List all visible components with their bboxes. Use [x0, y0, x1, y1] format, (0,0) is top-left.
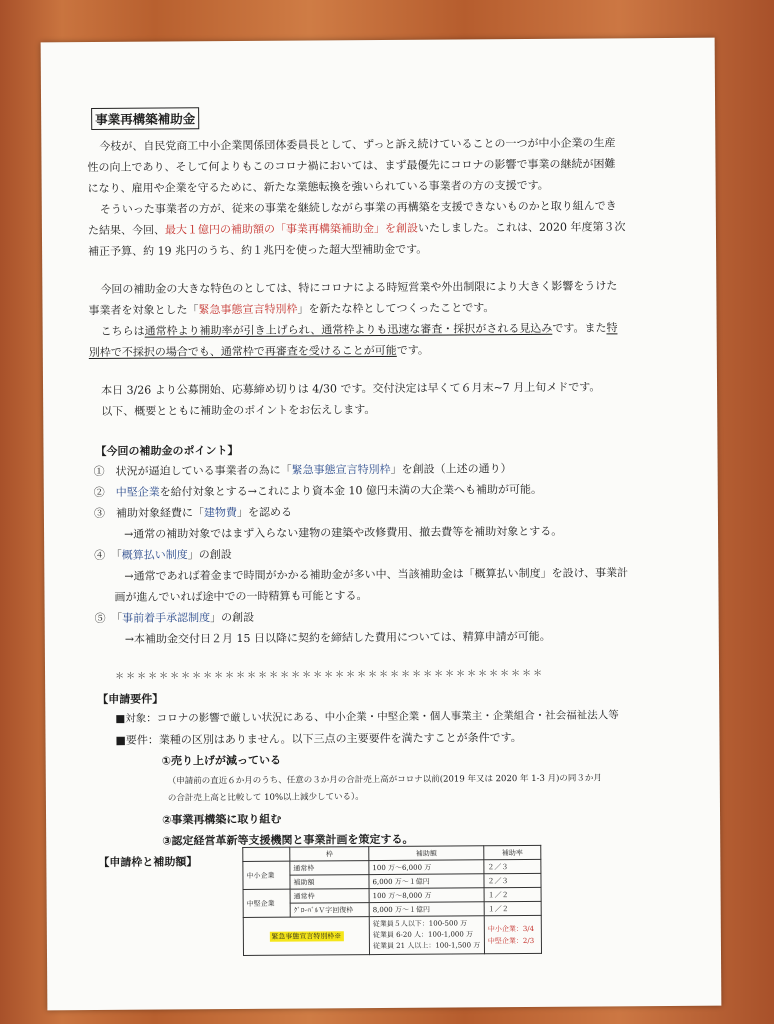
star-separator: ＊＊＊＊＊＊＊＊＊＊＊＊＊＊＊＊＊＊＊＊＊＊＊＊＊＊＊＊＊＊＊＊＊＊＊＊＊＊＊	[115, 668, 545, 682]
header-empty	[243, 847, 290, 861]
requirement-1-note-1: （申請前の直近６か月のうち、任意の３か月の合計売上高がコロナ以前(2019 年又は 2020 年 1-3 月)の同３か月	[167, 773, 602, 787]
intro-line-1: 今枝が、自民党商工中小企業関係団体委員長として、ずっと訴え続けていることの一つが中小企業の生産	[99, 136, 616, 153]
table-cell: １／２	[484, 901, 541, 915]
point-3-keyword: 建物費	[203, 506, 237, 520]
features-line-3-a: こちらは	[100, 324, 145, 338]
point-5-keyword: 事前着手承認制度	[122, 611, 211, 625]
emergency-frame-cell	[243, 917, 369, 956]
intro-line-6: 補正予算、約 19 兆円のうち、約１兆円を使った超大型補助金です。	[88, 242, 428, 259]
document-title: 事業再構築補助金	[91, 107, 199, 130]
table-cell: 100 万～8,000 万	[369, 888, 484, 903]
intro-highlight-max-grant: 最大１億円の補助額の「事業再構築補助金」を創設	[164, 221, 418, 237]
point-3-detail: →通常の補助対象ではまず入らない建物の建築や改修費用、撤去費等を補助対象とする。	[124, 524, 563, 541]
features-line-4	[89, 343, 429, 360]
table-row-emergency	[243, 915, 541, 955]
point-5-c: 」の創設	[210, 610, 255, 625]
intro-line-5-a: た結果、今回、	[87, 223, 165, 238]
rereview-text: 別枠で不採択の場合でも、通常枠で再審査を受けることが可能	[88, 343, 397, 360]
point-2-c: を給付対象とする→これにより資本金 10 億円未満の大企業へも補助が可能。	[159, 482, 543, 499]
mid-label: 中堅企業	[243, 889, 290, 917]
requirement-2: ②事業再構築に取り組む	[162, 812, 282, 827]
table-heading: 【申請枠と補助額】	[98, 855, 198, 869]
header-amount: 補助額	[369, 846, 484, 861]
point-2-keyword: 中堅企業	[115, 485, 160, 499]
features-line-3	[101, 320, 618, 339]
point-5-detail: →本補助金交付日２月 15 日以降に契約を締結した費用については、精算申請が可能。	[124, 629, 551, 646]
emergency-rate-cell	[484, 915, 541, 953]
emergency-frame-label: 緊急事態宣言特別枠※	[269, 931, 343, 942]
features-line-2-c: 」を新たな枠としてつくったことです。	[297, 301, 495, 316]
point-4	[94, 547, 232, 563]
grant-table	[242, 845, 542, 956]
table-cell: 8,000 万～１億円	[369, 902, 484, 917]
requirement-1-note-2: の合計売上高と比較して 10%以上減少している）。	[167, 792, 364, 804]
table-cell: ｸﾞﾛｰﾊﾞﾙＶ字回復枠	[290, 903, 369, 918]
point-1	[94, 461, 512, 479]
emergency-amount-2: 従業員 6-20 人：100-1,000 万	[372, 930, 474, 940]
table-cell: ２／３	[484, 873, 541, 887]
table-cell: 6,000 万～１億円	[369, 874, 484, 889]
features-line-3-d: 特	[606, 321, 618, 335]
point-3	[94, 505, 292, 521]
features-line-2-a: 事業者を対象とした「	[88, 303, 199, 318]
requirements-heading: 【申請要件】	[97, 692, 164, 706]
features-line-2	[88, 300, 494, 318]
features-line-4-b: です。	[396, 343, 429, 357]
intro-line-5-c: いたしました。これは、2020 年度第３次	[417, 220, 626, 235]
emergency-amount-3: 従業員 21 人以上：100-1,500 万	[372, 941, 481, 951]
intro-line-5	[88, 219, 626, 238]
intro-line-4: そういった事業者の方が、従来の事業を継続しながら事業の再構築を支援できないものかと取り組んでき	[99, 199, 617, 216]
point-4-keyword: 概算払い制度	[121, 548, 188, 562]
table-cell: 補助額	[290, 875, 369, 890]
table-cell: 100 万～6,000 万	[369, 860, 484, 875]
point-2	[94, 482, 542, 500]
features-line-3-c: です。また	[552, 321, 607, 335]
point-1-a: ① 状況が逼迫している事業者の為に「	[93, 463, 292, 479]
point-4-detail-2: 画が進んでいれば途中での一時精算も可能とする。	[114, 589, 368, 604]
emergency-rate-sme: 中小企業：3/4	[487, 924, 535, 933]
requirement-3: ③認定経営革新等支援機関と事業計画を策定する。	[162, 832, 414, 848]
emergency-amount-cell	[369, 916, 484, 955]
point-4-a: ④ 「	[94, 548, 122, 563]
point-5-a: ⑤ 「	[94, 611, 123, 626]
document-page	[41, 38, 722, 1011]
table-cell: １／２	[484, 887, 541, 901]
intro-line-2: 性の向上であり、そして何よりもこのコロナ禍においては、まず最優先にコロナの影響で事業の継続が困難	[87, 157, 616, 175]
point-3-c: 」を認める	[236, 505, 292, 520]
point-1-keyword: 緊急事態宣言特別枠	[291, 462, 391, 477]
schedule-line-1: 本日 3/26 より公募開始、応募締め切りは 4/30 です。交付決定は早くて６月末~7 月上旬メドです。	[101, 380, 601, 397]
table-cell: 通常枠	[290, 889, 369, 904]
emergency-amount-1: 従業員５人以下：100-500 万	[372, 919, 468, 929]
emergency-frame-text: 緊急事態宣言特別枠	[198, 302, 298, 317]
point-5	[95, 610, 255, 626]
point-1-c: 」を創設（上述の通り）	[390, 462, 512, 476]
header-rate: 補助率	[484, 845, 541, 859]
requirements-conditions: ■要件：業種の区別はありません。以下三点の主要要件を満たすことが条件です。	[115, 731, 522, 747]
point-2-a: ②	[93, 485, 116, 500]
higher-rate-text: 通常枠より補助率が引き上げられ、通常枠よりも迅速な審査・採択がされる見込み	[144, 321, 553, 338]
intro-line-3: になり、雇用や企業を守るために、新たな業態転換を強いられている事業者の方の支援です。	[87, 178, 549, 196]
emergency-rate-mid: 中堅企業：2/3	[487, 936, 535, 945]
schedule-line-2: 以下、概要とともに補助金のポイントをお伝えします。	[101, 403, 376, 418]
requirements-target: ■対象：コロナの影響で厳しい状況にある、中小企業・中堅企業・個人事業主・企業組合・社会福祉法人等	[115, 709, 619, 725]
points-heading: 【今回の補助金のポイント】	[95, 443, 239, 458]
header-frame: 枠	[290, 847, 369, 862]
point-3-a: ③ 補助対象経費に「	[93, 506, 204, 521]
point-4-c: 」の創設	[187, 548, 232, 562]
sme-label: 中小企業	[243, 861, 290, 889]
features-line-1: 今回の補助金の大きな特色のとしては、特にコロナによる時短営業や外出制限により大きく影響をうけた	[100, 279, 618, 296]
requirement-1: ①売り上げが減っている	[161, 753, 282, 768]
table-cell: ２／３	[484, 859, 541, 873]
table-cell: 通常枠	[290, 861, 369, 876]
point-4-detail-1: →通常であれば着金まで時間がかかる補助金が多い中、当該補助金は「概算払い制度」を設け、事業計	[124, 566, 629, 583]
